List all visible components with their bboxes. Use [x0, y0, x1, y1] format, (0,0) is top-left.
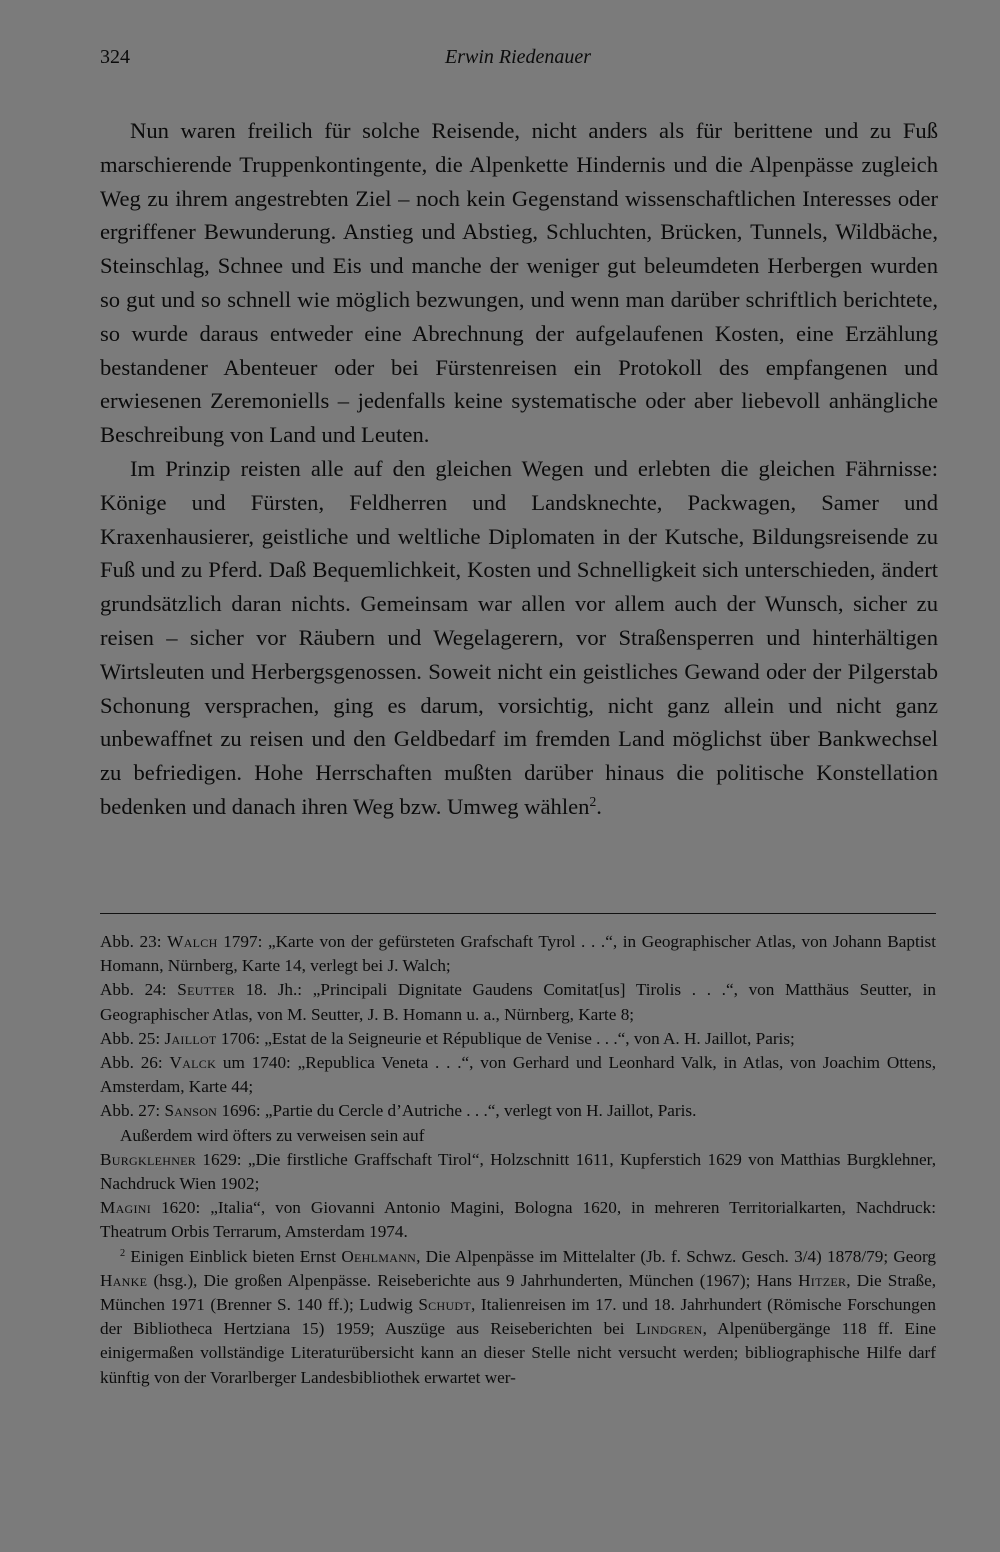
- paragraph-text: Im Prinzip reisten alle auf den gleichen Wegen und erlebten die gleichen Fährnisse: Könige und Fürsten, Feldherren und Landsknechte, Packwagen, Samer und Kraxenhausierer, geistliche und weltliche Diplomaten in der Kutsche, Bildungsreisende zu Fuß und zu Pferd. Daß Bequemlichkeit, Kosten und Schnelligkeit sich unterschieden, ändert grundsätzlich daran nichts. Gemeinsam war allen vor allem auch der Wunsch, sicher zu reisen – sicher vor Räubern und Wegelagerern, vor Straßensperren und hinterhältigen Wirtsleuten und Herbergsgenossen. Soweit nicht ein geistliches Gewand oder der Pilgerstab Schonung versprachen, ging es darum, vorsichtig, nicht ganz allein und nicht ganz unbewaffnet zu reisen und den Geldbedarf im fremden Land möglichst über Bankwechsel zu befriedigen. Hohe Herrschaften mußten darüber hinaus die politische Konstellation bedenken und danach ihren Weg bzw. Umweg wählen: [100, 455, 938, 819]
- author-name: Walch: [167, 932, 218, 951]
- running-head: Erwin Riedenauer: [445, 46, 592, 68]
- figure-note: [100, 930, 936, 978]
- figure-label: Abb. 26:: [100, 1053, 163, 1073]
- note-text: , Italienreisen im 17. und 18. Jahrhundert (Römische Forschungen der Bibliotheca Hertziana 15) 1959; Auszüge aus Reiseberichten bei: [100, 1295, 936, 1339]
- author-name: Seutter: [177, 980, 235, 1000]
- reference-note: [100, 1148, 936, 1196]
- note-text: 1797: „Karte von der gefürsteten Grafschaft Tyrol . . .“, in Geographischer Atlas, von Johann Baptist Homann, Nürnberg, Karte 14, verlegt bei J. Walch;: [100, 932, 937, 976]
- footnote-2: [100, 1245, 936, 1390]
- note-text: 1620: „Italia“, von Giovanni Antonio Magini, Bologna 1620, in mehreren Territorialkarten, Nachdruck: Theatrum Orbis Terrarum, Amsterdam 1974.: [100, 1198, 936, 1242]
- figure-note: [100, 1027, 936, 1051]
- page-header: [100, 46, 936, 76]
- note-text: (hsg.), Die großen Alpenpässe. Reiseberichte aus 9 Jahrhunderten, München (1967); Hans: [147, 1270, 799, 1290]
- figure-note: [100, 978, 936, 1026]
- footnote-reference[interactable]: 2: [589, 793, 597, 809]
- figure-label: Abb. 25:: [100, 1028, 161, 1048]
- author-name: Valck: [169, 1053, 217, 1073]
- note-text: um 1740: „Republica Veneta . . .“, von Gerhard und Leonhard Valk, in Atlas, von Joachim Ottens, Amsterdam, Karte 44;: [100, 1053, 936, 1097]
- note-text: , Die Straße, München 1971 (Brenner S. 140 ff.); Ludwig: [100, 1270, 936, 1315]
- note-text: 1706: „Estat de la Seigneurie et République de Venise . . .“, von A. H. Jaillot, Paris;: [216, 1028, 795, 1048]
- main-text: [100, 114, 938, 824]
- paragraph-end: .: [596, 793, 602, 819]
- note-text: 18. Jh.: „Principali Dignitate Gaudens Comitat[us] Tirolis . . .“, von Matthäus Seutter, in Geographischer Atlas, von M. Seutter, J. B. Homann u. a., Nürnberg, Karte 8;: [100, 980, 937, 1024]
- paragraph: Nun waren freilich für solche Reisende, nicht anders als für berittene und zu Fuß marschierende Truppenkontingente, die Alpenkette Hindernis und die Alpenpässe zugleich Weg zu ihrem angestrebten Ziel – noch kein Gegenstand wissenschaftlichen Interesses oder ergriffener Bewunderung. Anstieg und Abstieg, Schluchten, Brücken, Tunnels, Wildbäche, Steinschlag, Schnee und Eis und manche der weniger gut beleumdeten Herbergen wurden so gut und so schnell wie möglich bezwungen, und wenn man darüber schriftlich berichtete, so wurde daraus entweder eine Abrechnung der aufgelaufenen Kosten, eine Erzählung bestandener Abenteuer oder bei Fürstenreisen ein Protokoll des empfangenen und erwiesenen Zeremoniells – jedenfalls keine systematische oder aber liebevoll anhängliche Beschreibung von Land und Leuten.: [100, 118, 938, 448]
- figure-label: Abb. 27:: [100, 1101, 161, 1121]
- note-text: , Die Alpenpässe im Mittelalter (Jb. f. Schwz. Gesch. 3/4) 1878/79; Georg: [416, 1246, 936, 1266]
- note-text: 1696: „Partie du Cercle d’Autriche . . .“, verlegt von H. Jaillot, Paris.: [217, 1101, 697, 1121]
- figure-note: [100, 1051, 936, 1099]
- figure-label: Abb. 23:: [100, 932, 162, 951]
- note-text: , Alpenübergänge 118 ff. Eine einigermaßen vollständige Literaturübersicht kann an dieser Stelle nicht versucht werden; bibliographische Hilfe darf künftig von der Vorarlberger Landesbibliothek erwartet wer-: [100, 1319, 936, 1387]
- page-number: 324: [100, 46, 130, 68]
- author-name: Lindgren: [635, 1319, 703, 1339]
- author-name: Jaillot: [164, 1028, 217, 1048]
- footnotes: [100, 930, 936, 1390]
- author-name: Magini: [100, 1198, 152, 1218]
- author-name: Schudt: [418, 1295, 472, 1315]
- author-name: Sanson: [164, 1101, 218, 1121]
- figure-label: Abb. 24:: [100, 980, 167, 1000]
- reference-note: [100, 1196, 936, 1244]
- author-name: Burgklehner: [100, 1149, 197, 1169]
- author-name: Hanke: [100, 1270, 148, 1290]
- note-text: Einigen Einblick bieten Ernst: [125, 1246, 342, 1266]
- note-text: 1629: „Die firstliche Graffschaft Tirol“, Holzschnitt 1611, Kupferstich 1629 von Matthias Burgklehner, Nachdruck Wien 1902;: [100, 1149, 936, 1194]
- author-name: Oehlmann: [341, 1246, 417, 1266]
- note-intro: Außerdem wird öfters zu verweisen sein auf: [120, 1125, 425, 1145]
- footnote-mark: 2: [120, 1247, 126, 1259]
- footnote-divider: [100, 913, 936, 914]
- author-name: Hitzer: [798, 1270, 847, 1290]
- paragraph: [100, 452, 938, 824]
- figure-note: [100, 1099, 936, 1123]
